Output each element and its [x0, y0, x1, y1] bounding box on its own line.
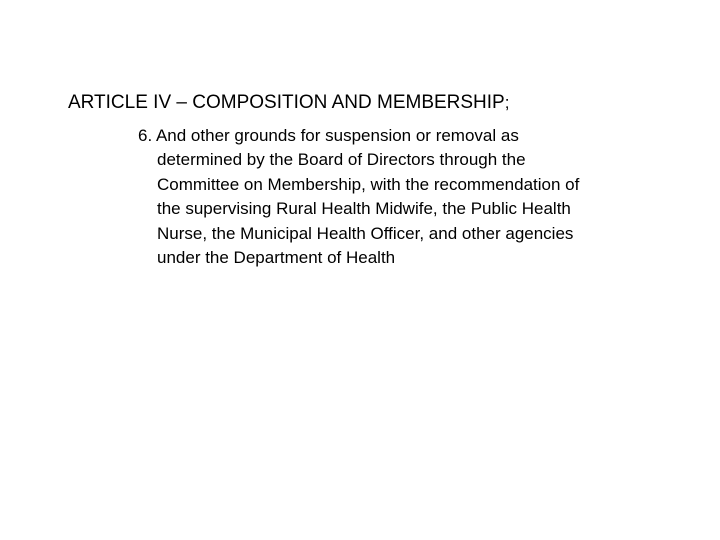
item-line-1: 6. And other grounds for suspension or removal as: [138, 126, 519, 145]
article-heading: [68, 91, 509, 115]
item-line-2: determined by the Board of Directors through the: [157, 150, 526, 170]
item-line-3: Committee on Membership, with the recommendation of: [157, 174, 580, 194]
article-item-6: [138, 124, 698, 270]
item-line-6: under the Department of Health: [157, 248, 396, 268]
item-line-4: the supervising Rural Health Midwife, the Public Health: [157, 199, 571, 219]
article-heading-punctuation: ;: [504, 93, 510, 112]
article-heading-text: ARTICLE IV – COMPOSITION AND MEMBERSHIP: [68, 92, 505, 113]
item-line-5: Nurse, the Municipal Health Officer, and other agencies: [157, 223, 574, 243]
